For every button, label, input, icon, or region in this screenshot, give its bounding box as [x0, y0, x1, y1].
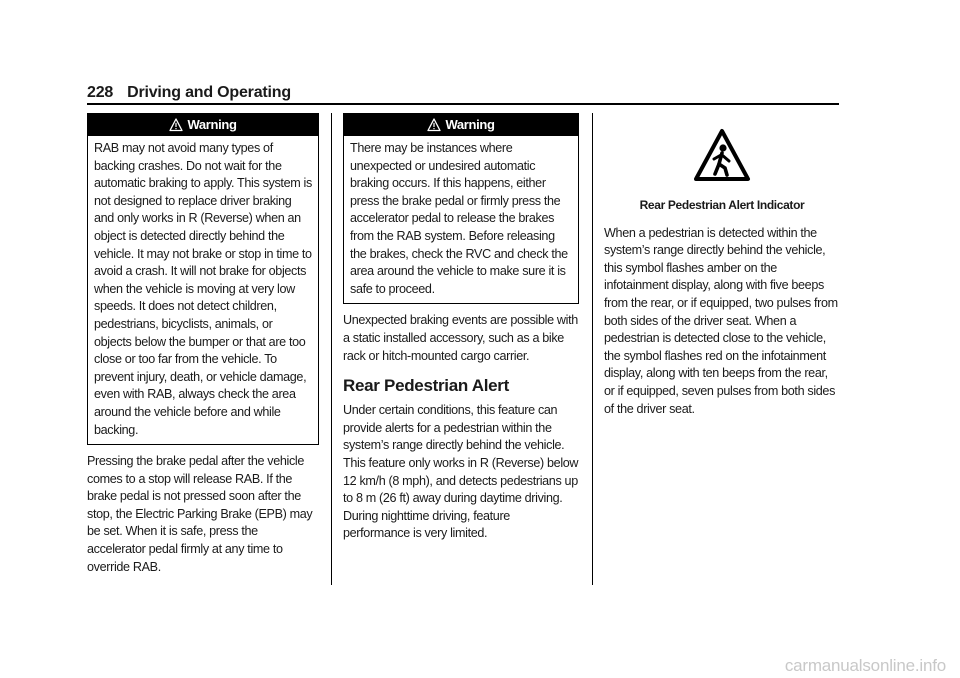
column-divider	[331, 113, 332, 585]
warning-box	[343, 113, 579, 304]
header-divider	[87, 103, 839, 105]
warning-icon	[427, 118, 441, 132]
section-heading: Rear Pedestrian Alert	[343, 376, 509, 396]
figure-caption: Rear Pedestrian Alert Indicator	[639, 198, 805, 212]
body-paragraph: Unexpected braking events are possible with a static installed accessory, such as a bike rack or hitch-mounted cargo carrier.	[343, 313, 578, 363]
column-3	[604, 113, 840, 426]
warning-box	[87, 113, 319, 445]
page-number: 228	[87, 84, 114, 101]
body-paragraph: Under certain conditions, this feature can provide alerts for a pedestrian within the system’s range directly behind the vehicle. This feature only works in R (Reverse) below 12 km/h (8 mph), and detects pedestrians up to 8 m (26 ft) away during daytime driving. During nighttime driving, feature performance is very limited.	[343, 403, 579, 541]
column-1	[87, 113, 319, 584]
warning-text: RAB may not avoid many types of backing crashes. Do not wait for the automatic braking to apply. This system is not designed to replace driver braking and only works in R (Reverse) when an object is detected directly behind the vehicle. It may not brake or stop in time to avoid a crash. It will not brake for objects when the vehicle is moving at very low speeds. It does not detect children, pedestrians, bicyclists, animals, or objects below the bumper or that are too close or too far from the vehicle. To prevent injury, death, or vehicle damage, even with RAB, always check the area around the vehicle before and while backing.	[94, 141, 312, 437]
body-paragraph: When a pedestrian is detected within the system’s range directly behind the vehicle, this symbol flashes amber on the infotainment display, along with five beeps from the rear, or if equipped, two pulses from both sides of the driver seat. When a pedestrian is detected close to the vehicle, the symbol flashes red on the infotainment display, along with ten beeps from the rear, or if equipped, seven pulses from both sides of the driver seat.	[604, 225, 838, 416]
warning-icon	[169, 118, 183, 132]
pedestrian-alert-icon	[690, 125, 754, 185]
warning-text: There may be instances where unexpected or undesired automatic braking occurs. If this happens, either press the brake pedal or firmly press the accelerator pedal to release the brakes from the RAB system. Before releasing the brakes, check the RVC and check the area around the vehicle to make sure it is safe to proceed.	[350, 141, 568, 296]
warning-header	[344, 114, 578, 136]
column-2	[343, 113, 579, 551]
warning-title: Warning	[445, 117, 495, 132]
watermark: carmanualsonline.info	[784, 656, 946, 675]
warning-title: Warning	[187, 117, 237, 132]
body-paragraph: Pressing the brake pedal after the vehicle comes to a stop will release RAB. If the brake pedal is not pressed soon after the stop, the Electric Parking Brake (EPB) may be set. When it is safe, press the accelerator pedal firmly at any time to override RAB.	[87, 454, 313, 574]
page-header	[87, 84, 839, 102]
column-divider	[592, 113, 593, 585]
warning-header	[88, 114, 318, 136]
section-title: Driving and Operating	[127, 84, 291, 101]
